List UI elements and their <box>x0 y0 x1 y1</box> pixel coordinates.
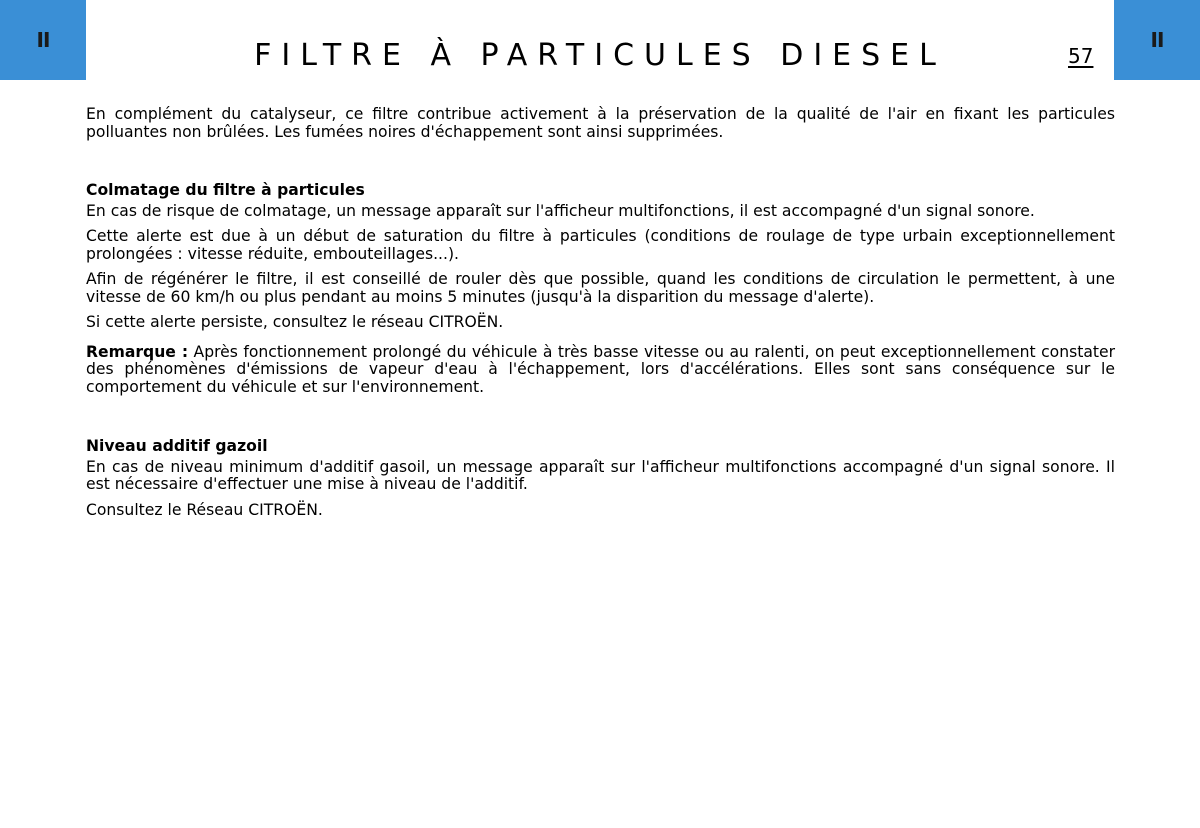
intro-paragraph: En complément du catalyseur, ce filtre contribue activement à la préservation de la qualité de l'air en fixant les particules polluantes non brûlées. Les fumées noires d'échappement sont ainsi supprimées. <box>86 105 1115 141</box>
niveau-paragraph-2: Consultez le Réseau CITROËN. <box>86 500 323 519</box>
document-body <box>86 106 1115 527</box>
colmatage-paragraph-2: Cette alerte est due à un début de saturation du filtre à particules (conditions de roulage de type urbain exceptionnellement prolongées : vitesse réduite, embouteillages...). <box>86 227 1115 263</box>
spacer <box>86 404 1115 438</box>
colmatage-paragraph-3: Afin de régénérer le filtre, il est conseillé de rouler dès que possible, quand les conditions de circulation le permettent, à une vitesse de 60 km/h ou plus pendant au moins 5 minutes (jusqu'à la disparition du message d'alerte). <box>86 270 1115 306</box>
section-marker-right: II <box>1150 28 1164 52</box>
section-heading-colmatage: Colmatage du filtre à particules <box>86 181 365 199</box>
section-tab-left <box>0 0 86 80</box>
page-number: 57 <box>1068 44 1094 68</box>
remark-paragraph <box>86 344 1115 397</box>
niveau-paragraph-1: En cas de niveau minimum d'additif gasoil, un message apparaît sur l'afficheur multifonctions accompagné d'un signal sonore. Il est nécessaire d'effectuer une mise à niveau de l'additif. <box>86 457 1115 493</box>
section-tab-right <box>1114 0 1200 80</box>
colmatage-paragraph-4: Si cette alerte persiste, consultez le réseau CITROËN. <box>86 313 504 331</box>
spacer <box>86 141 1115 182</box>
section-marker-left: II <box>36 28 50 52</box>
remark-label: Remarque : <box>86 342 189 361</box>
section-heading-niveau: Niveau additif gazoil <box>86 437 268 455</box>
page-title: FILTRE À PARTICULES DIESEL <box>254 38 946 73</box>
colmatage-paragraph-1: En cas de risque de colmatage, un message apparaît sur l'afficheur multifonctions, il est accompagné d'un signal sonore. <box>86 201 1035 220</box>
remark-text: Après fonctionnement prolongé du véhicule à très basse vitesse ou au ralenti, on peut exceptionnellement constater des phénomènes d'émissions de vapeur d'eau à l'échappement, lors d'accélérations. Elles sont sans conséquence sur le comportement du véhicule et sur l'environnement. <box>86 342 1115 396</box>
